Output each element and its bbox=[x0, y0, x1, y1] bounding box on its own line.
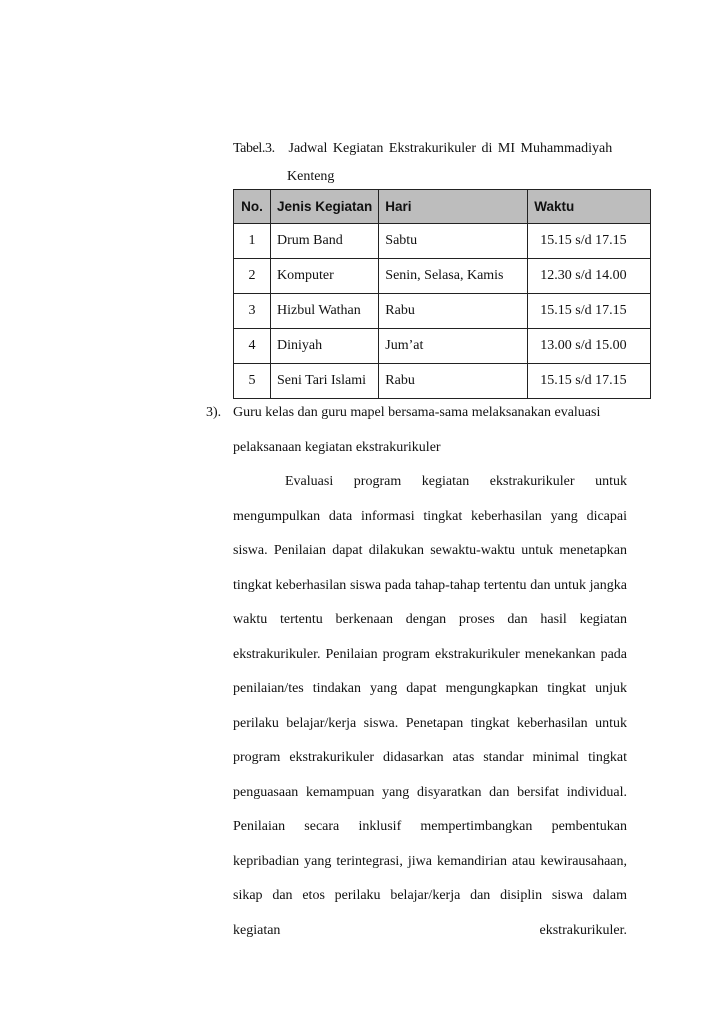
header-no: No. bbox=[234, 190, 271, 224]
cell-waktu: 13.00 s/d 15.00 bbox=[528, 329, 651, 364]
cell-no: 5 bbox=[234, 364, 271, 399]
cell-hari: Senin, Selasa, Kamis bbox=[379, 259, 528, 294]
header-hari: Hari bbox=[379, 190, 528, 224]
table-caption-label: Tabel.3. bbox=[233, 141, 275, 156]
table-row bbox=[234, 224, 651, 259]
header-waktu: Waktu bbox=[528, 190, 651, 224]
cell-hari: Rabu bbox=[379, 364, 528, 399]
list-item-marker: 3). bbox=[206, 405, 222, 420]
table-header-row bbox=[234, 190, 651, 224]
cell-waktu: 12.30 s/d 14.00 bbox=[528, 259, 651, 294]
cell-jenis-kegiatan: Komputer bbox=[271, 259, 379, 294]
table-caption bbox=[233, 139, 628, 184]
cell-waktu: 15.15 s/d 17.15 bbox=[528, 364, 651, 399]
table-row bbox=[234, 259, 651, 294]
cell-hari: Sabtu bbox=[379, 224, 528, 259]
table-row bbox=[234, 364, 651, 399]
table-row bbox=[234, 329, 651, 364]
header-jenis-kegiatan: Jenis Kegiatan bbox=[271, 190, 379, 224]
cell-jenis-kegiatan: Diniyah bbox=[271, 329, 379, 364]
body-paragraph bbox=[233, 465, 627, 948]
table-row bbox=[234, 294, 651, 329]
cell-jenis-kegiatan: Hizbul Wathan bbox=[271, 294, 379, 329]
cell-no: 4 bbox=[234, 329, 271, 364]
list-item-text: Guru kelas dan guru mapel bersama-sama melaksanakan evaluasi pelaksanaan kegiatan ekstrakurikuler bbox=[233, 405, 601, 455]
cell-jenis-kegiatan: Seni Tari Islami bbox=[271, 364, 379, 399]
cell-no: 3 bbox=[234, 294, 271, 329]
cell-hari: Rabu bbox=[379, 294, 528, 329]
cell-no: 1 bbox=[234, 224, 271, 259]
table-caption-title-line1: Jadwal Kegiatan Ekstrakurikuler di MI Muhammadiyah bbox=[288, 141, 613, 156]
cell-waktu: 15.15 s/d 17.15 bbox=[528, 294, 651, 329]
cell-no: 2 bbox=[234, 259, 271, 294]
body-paragraph-text: Evaluasi program kegiatan ekstrakurikuler untuk mengumpulkan data informasi tingkat keberhasilan yang dicapai siswa. Penilaian dapat dilakukan sewaktu-waktu untuk menetapkan tingkat keberhasilan siswa pada tahap-tahap tertentu dan untuk jangka waktu tertentu berkenaan dengan proses dan hasil kegiatan ekstrakurikuler. Penilaian program ekstrakurikuler menekankan pada penilaian/tes tindakan yang dapat mengungkapkan tingkat unjuk perilaku belajar/kerja siswa. Penetapan tingkat keberhasilan untuk program ekstrakurikuler didasarkan atas standar minimal tingkat penguasaan kemampuan yang disyaratkan dan bersifat individual. Penilaian secara inklusif mempertimbangkan pembentukan kepribadian yang terintegrasi, jiwa kemandirian atau kewirausahaan, sikap dan etos perilaku belajar/kerja dan disiplin siswa dalam kegiatan ekstrakurikuler. bbox=[233, 474, 627, 938]
cell-jenis-kegiatan: Drum Band bbox=[271, 224, 379, 259]
cell-waktu: 15.15 s/d 17.15 bbox=[528, 224, 651, 259]
cell-hari: Jum’at bbox=[379, 329, 528, 364]
schedule-table bbox=[233, 189, 651, 399]
table-caption-title-line2: Kenteng bbox=[287, 169, 335, 184]
